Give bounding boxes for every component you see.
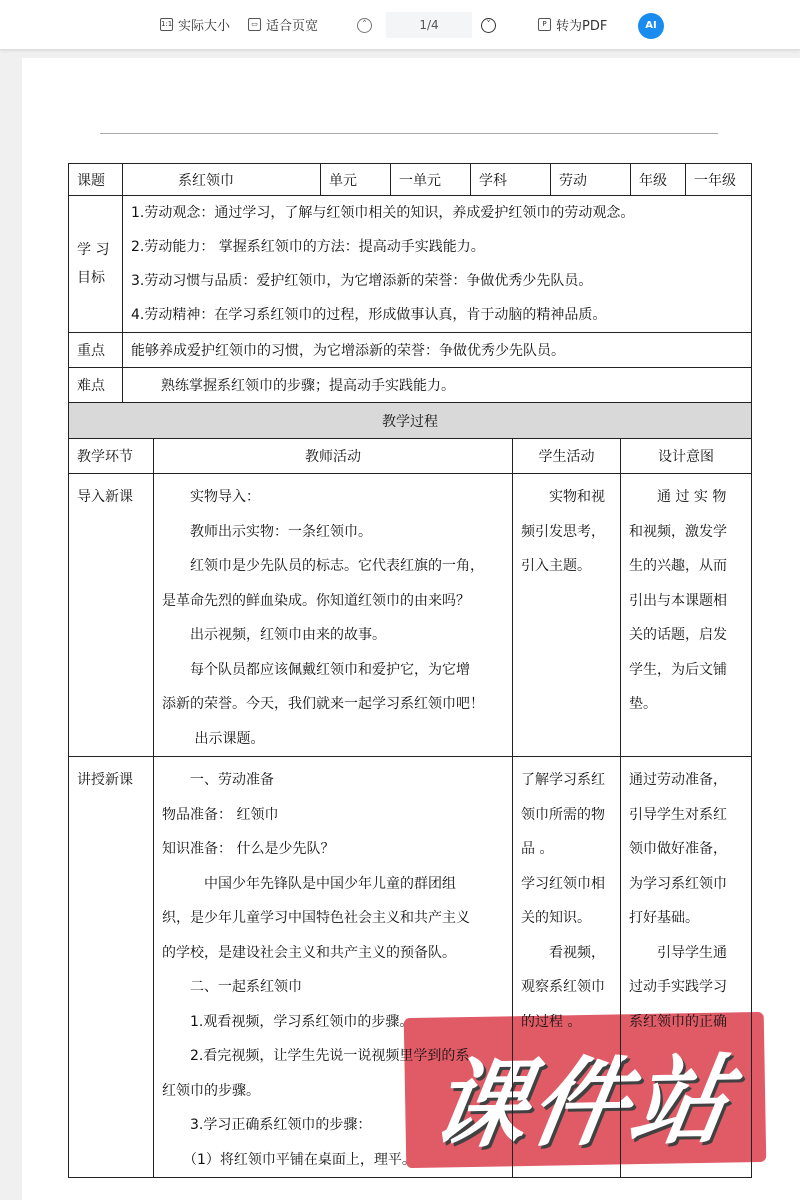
teacher-line: 出示视频，红领巾由来的故事。	[162, 627, 386, 643]
intent-line: 和视频，激发学	[629, 523, 727, 540]
objective-item: 3.劳动习惯与品质：爱护红领巾，为它增添新的荣誉：争做优秀少先队员。	[131, 273, 593, 289]
student-line: 观察系红领巾	[521, 979, 605, 995]
process-title: 教学过程	[69, 403, 752, 439]
chevron-down-icon: ˅	[481, 18, 496, 33]
key-point-text: 能够养成爱护红领巾的习惯，为它增添新的荣誉：争做优秀少先队员。	[123, 333, 752, 368]
teacher-line: 出示课题。	[162, 730, 265, 747]
teacher-line: 实物导入：	[162, 489, 260, 505]
teacher-line: 2.看完视频，让学生先说一说视频里学到的系	[162, 1048, 470, 1064]
intent-line: 系红领巾的正确	[629, 1013, 727, 1030]
teacher-line: 1.观看视频，学习系红领巾的步骤。	[162, 1013, 414, 1030]
ai-button[interactable]: AI	[638, 13, 664, 39]
process-table	[68, 402, 752, 1178]
teacher-line: 物品准备： 红领巾	[162, 806, 279, 823]
header-rule	[100, 133, 718, 134]
student-line: 实物和视	[521, 489, 605, 505]
intent-line: 通 过 实 物	[629, 489, 727, 505]
teacher-line: 是革命先烈的鲜血染成。你知道红领巾的由来吗？	[162, 592, 470, 609]
intent-line: 打好基础。	[629, 910, 699, 926]
intent-line: 领巾做好准备，	[629, 841, 727, 857]
intent-line: 关的话题，启发	[629, 627, 727, 643]
teacher-cell	[154, 757, 513, 1178]
teacher-line: （1）将红领巾平铺在桌面上，理平。	[162, 1151, 416, 1168]
topic-value: 系红领巾	[123, 164, 321, 196]
teacher-line: 每个队员都应该佩戴红领巾和爱护它，为它增	[162, 661, 470, 678]
watermark-text: 课件站	[423, 1044, 741, 1162]
subject-value: 劳动	[551, 164, 631, 196]
header-student: 学生活动	[513, 439, 621, 474]
header-intent: 设计意图	[621, 439, 752, 474]
chevron-up-icon: ˄	[357, 18, 372, 33]
subject-label: 学科	[471, 164, 551, 196]
page-indicator[interactable]: 1/4	[386, 12, 472, 38]
student-cell	[513, 757, 621, 1178]
grade-label: 年级	[631, 164, 686, 196]
unit-label: 单元	[321, 164, 391, 196]
teacher-line: 的学校，是建设社会主义和共产主义的预备队。	[162, 944, 456, 961]
viewer-toolbar	[0, 0, 800, 50]
student-line: 学习红领巾相	[521, 875, 605, 892]
intent-line: 引导学生通	[629, 944, 727, 961]
objective-item: 4.劳动精神：在学习系红领巾的过程，形成做事认真，肯于动脑的精神品质。	[131, 307, 607, 323]
table-row	[69, 757, 752, 1178]
intent-line: 过动手实践学习	[629, 979, 727, 995]
header-teacher: 教师活动	[154, 439, 513, 474]
next-page-button[interactable]	[481, 18, 496, 33]
student-line: 关的知识。	[521, 910, 591, 926]
actual-size-button[interactable]: 1:1 实际大小	[161, 19, 231, 34]
table-row	[69, 474, 752, 757]
intent-line: 为学习系红领巾	[629, 875, 727, 892]
teacher-line: 中国少年先锋队是中国少年儿童的群团组	[162, 875, 456, 892]
teacher-line: 红领巾是少先队员的标志。它代表红旗的一角，	[162, 558, 484, 574]
objectives-label: 学 习 目标	[69, 196, 123, 333]
teacher-line: 一、劳动准备	[162, 772, 274, 788]
fit-width-icon: ▭	[248, 18, 261, 31]
prev-page-button[interactable]	[357, 18, 372, 33]
topic-label: 课题	[69, 164, 123, 196]
intent-line: 生的兴趣，从而	[629, 558, 727, 574]
stage-cell	[69, 474, 154, 757]
stage-text: 讲授新课	[77, 772, 133, 788]
pdf-icon: P	[538, 18, 551, 31]
intent-line: 引导学生对系红	[629, 806, 727, 823]
teacher-line: 添新的荣誉。今天，我们就来一起学习系红领巾吧！	[162, 696, 484, 712]
teacher-line: 3.学习正确系红领巾的步骤：	[162, 1117, 372, 1133]
teacher-line: 教师出示实物：一条红领巾。	[162, 523, 372, 540]
unit-value: 一单元	[391, 164, 471, 196]
student-line: 领巾所需的物	[521, 806, 605, 823]
teacher-line: 红领巾的步骤。	[162, 1082, 260, 1099]
grade-value: 一年级	[686, 164, 752, 196]
intent-line: 学生，为后文铺	[629, 661, 727, 678]
student-line: 了解学习系红	[521, 772, 605, 788]
student-line: 看视频，	[521, 944, 605, 961]
actual-size-icon: 1:1	[160, 18, 173, 31]
header-stage: 教学环节	[69, 439, 154, 474]
intent-cell	[621, 757, 752, 1178]
intent-line: 引出与本课题相	[629, 592, 727, 609]
teacher-line: 知识准备： 什么是少先队？	[162, 841, 335, 857]
student-line: 品 。	[521, 841, 554, 857]
stage-text: 导入新课	[77, 489, 133, 505]
intent-line: 通过劳动准备，	[629, 772, 727, 788]
intent-cell	[621, 474, 752, 757]
objectives-list	[123, 196, 752, 333]
student-line: 频引发思考，	[521, 523, 605, 540]
teacher-line: 二、一起系红领巾	[162, 979, 302, 995]
difficulty-label: 难点	[69, 368, 123, 403]
student-line: 引入主题。	[521, 558, 591, 574]
objective-item: 1.劳动观念：通过学习，了解与红领巾相关的知识，养成爱护红领巾的劳动观念。	[131, 205, 635, 221]
stage-cell	[69, 757, 154, 1178]
student-line: 的过程 。	[521, 1013, 582, 1030]
teacher-cell	[154, 474, 513, 757]
fit-width-button[interactable]: ▭ 适合页宽	[248, 15, 318, 34]
difficulty-text: 熟练掌握系红领巾的步骤；提高动手实践能力。	[123, 368, 752, 403]
lesson-info-table	[68, 163, 752, 403]
key-point-label: 重点	[69, 333, 123, 368]
objective-item: 2.劳动能力： 掌握系红领巾的方法：提高动手实践能力。	[131, 239, 485, 255]
intent-line: 垫。	[629, 696, 657, 712]
convert-pdf-button[interactable]: P 转为PDF	[538, 15, 607, 34]
student-cell	[513, 474, 621, 757]
teacher-line: 织，是少年儿童学习中国特色社会主义和共产主义	[162, 910, 470, 926]
